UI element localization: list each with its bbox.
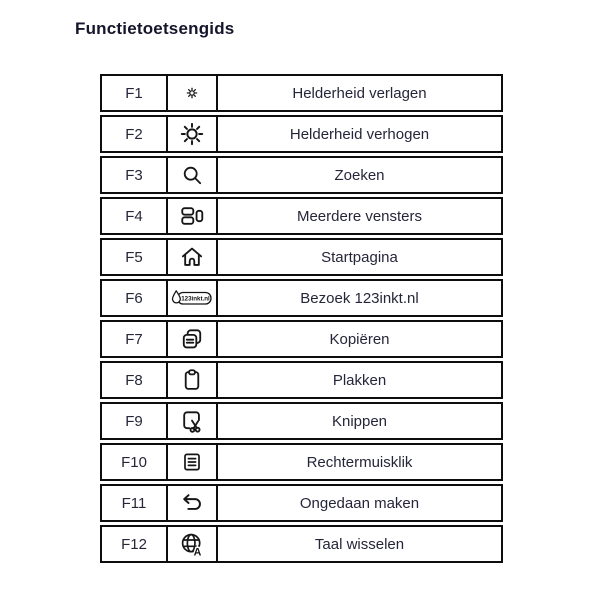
icon-cell bbox=[168, 486, 218, 520]
icon-cell bbox=[168, 281, 218, 315]
description-cell-label: Plakken bbox=[332, 371, 387, 389]
table-row bbox=[100, 74, 503, 112]
description-cell bbox=[218, 322, 501, 356]
key-cell bbox=[102, 199, 168, 233]
description-cell bbox=[218, 527, 501, 561]
description-cell-label: Kopiëren bbox=[329, 330, 390, 348]
key-cell-label: F4 bbox=[125, 207, 143, 225]
description-cell bbox=[218, 281, 501, 315]
description-cell bbox=[218, 117, 501, 151]
key-cell bbox=[102, 240, 168, 274]
home-icon bbox=[179, 244, 205, 270]
page-title: Functietoetsengids bbox=[75, 19, 235, 38]
description-cell-label: Bezoek 123inkt.nl bbox=[300, 289, 419, 307]
description-cell bbox=[218, 363, 501, 397]
description-cell bbox=[218, 445, 501, 479]
description-cell bbox=[218, 199, 501, 233]
icon-cell bbox=[168, 199, 218, 233]
icon-cell bbox=[168, 445, 218, 479]
table-row bbox=[100, 361, 503, 399]
table-row bbox=[100, 115, 503, 153]
brightness-low-icon bbox=[184, 85, 200, 101]
123inkt-logo-icon bbox=[171, 288, 213, 308]
key-cell-label: F2 bbox=[125, 125, 143, 143]
table-row bbox=[100, 197, 503, 235]
table-row bbox=[100, 443, 503, 481]
function-key-table bbox=[100, 74, 503, 563]
description-cell-label: Knippen bbox=[331, 412, 388, 430]
table-row bbox=[100, 484, 503, 522]
key-cell bbox=[102, 281, 168, 315]
description-cell bbox=[218, 240, 501, 274]
icon-cell bbox=[168, 158, 218, 192]
key-cell-label: F3 bbox=[125, 166, 143, 184]
key-cell-label: F1 bbox=[125, 84, 143, 102]
key-cell-label: F6 bbox=[125, 289, 143, 307]
icon-cell bbox=[168, 404, 218, 438]
description-cell-label: Zoeken bbox=[334, 166, 385, 184]
key-cell-label: F8 bbox=[125, 371, 143, 389]
icon-cell bbox=[168, 76, 218, 110]
brightness-high-icon bbox=[179, 121, 205, 147]
icon-cell bbox=[168, 117, 218, 151]
table-row bbox=[100, 238, 503, 276]
icon-cell bbox=[168, 240, 218, 274]
key-cell bbox=[102, 486, 168, 520]
key-cell bbox=[102, 527, 168, 561]
description-cell bbox=[218, 158, 501, 192]
svg-text:A: A bbox=[193, 546, 201, 558]
key-cell-label: F7 bbox=[125, 330, 143, 348]
key-cell bbox=[102, 76, 168, 110]
description-cell bbox=[218, 76, 501, 110]
table-row bbox=[100, 156, 503, 194]
undo-icon bbox=[179, 490, 205, 516]
description-cell-label: Helderheid verhogen bbox=[289, 125, 430, 143]
svg-text:123inkt.nl: 123inkt.nl bbox=[181, 295, 210, 303]
icon-cell bbox=[168, 527, 218, 561]
clipboard-icon bbox=[179, 367, 205, 393]
description-cell bbox=[218, 486, 501, 520]
icon-cell bbox=[168, 363, 218, 397]
key-cell bbox=[102, 363, 168, 397]
language-globe-icon bbox=[179, 531, 206, 558]
description-cell-label: Meerdere vensters bbox=[296, 207, 423, 225]
table-row bbox=[100, 402, 503, 440]
key-cell-label: F11 bbox=[121, 494, 147, 512]
key-cell-label: F9 bbox=[125, 412, 143, 430]
description-cell-label: Ongedaan maken bbox=[299, 494, 420, 512]
key-cell bbox=[102, 158, 168, 192]
description-cell-label: Rechtermuisklik bbox=[306, 453, 413, 471]
key-cell bbox=[102, 117, 168, 151]
key-cell-label: F5 bbox=[125, 248, 143, 266]
context-menu-icon bbox=[180, 450, 204, 474]
table-row bbox=[100, 279, 503, 317]
key-cell-label: F12 bbox=[121, 535, 147, 553]
description-cell-label: Startpagina bbox=[321, 248, 398, 266]
description-cell-label: Taal wisselen bbox=[314, 535, 405, 553]
description-cell-label: Helderheid verlagen bbox=[292, 84, 427, 102]
key-cell bbox=[102, 322, 168, 356]
multi-window-icon bbox=[179, 203, 205, 229]
key-cell-label: F10 bbox=[121, 453, 147, 471]
copy-icon bbox=[179, 326, 205, 352]
description-cell bbox=[218, 404, 501, 438]
key-cell bbox=[102, 404, 168, 438]
icon-cell bbox=[168, 322, 218, 356]
key-cell bbox=[102, 445, 168, 479]
table-row bbox=[100, 320, 503, 358]
table-row bbox=[100, 525, 503, 563]
cut-icon bbox=[179, 408, 205, 434]
search-icon bbox=[180, 163, 204, 187]
